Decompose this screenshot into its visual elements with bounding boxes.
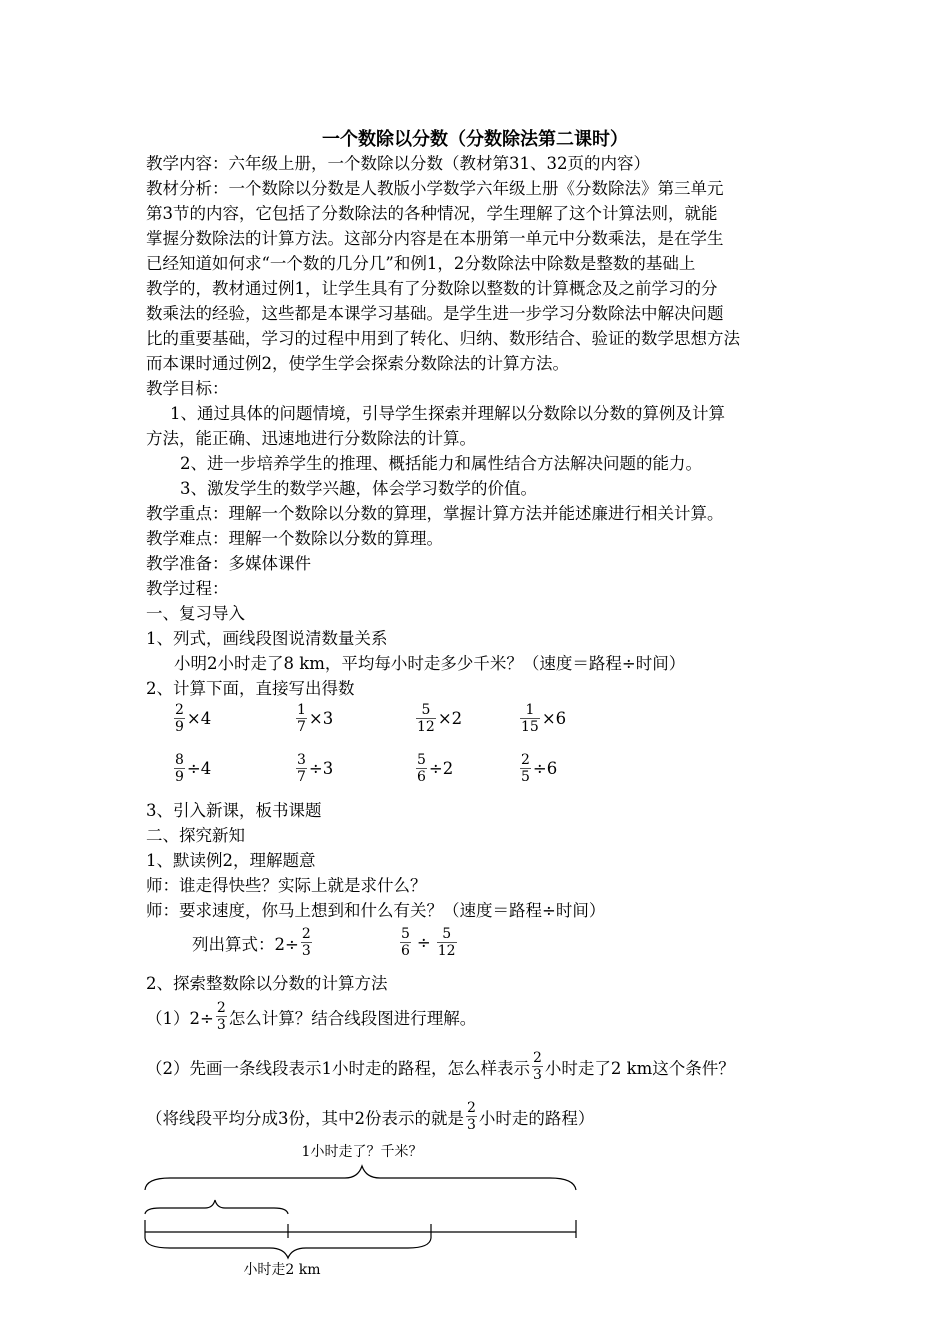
analysis-line: 第3节的内容，它包括了分数除法的各种情况，学生理解了这个计算法则，就能	[146, 204, 718, 223]
difficulty: 教学难点：理解一个数除以分数的算理。	[146, 529, 443, 548]
analysis-line: 教材分析：一个数除以分数是人教版小学数学六年级上册《分数除法》第三单元	[146, 179, 724, 198]
formula-line: 列出算式：2÷ $\frac{2}{3}$	[192, 926, 311, 959]
preparation: 教学准备：多媒体课件	[146, 554, 311, 573]
process-heading: 教学过程：	[146, 579, 229, 598]
goal-item: 方法，能正确、迅速地进行分数除法的计算。	[146, 429, 476, 448]
step-heading: 1、默读例2，理解题意	[146, 851, 316, 870]
exercise-item: $\frac{3}{7}$ ÷3	[297, 752, 334, 785]
step-heading: 2、计算下面，直接写出得数	[146, 679, 355, 698]
part-brace	[145, 1200, 288, 1214]
analysis-line: 掌握分数除法的计算方法。这部分内容是在本册第一单元中分数乘法，是在学生	[146, 229, 724, 248]
analysis-line: 比的重要基础，学习的过程中用到了转化、归纳、数形结合、验证的数学思想方法	[146, 329, 740, 348]
analysis-line: 而本课时通过例2，使学生学会探索分数除法的计算方法。	[146, 354, 569, 373]
analysis-line: 已经知道如何求“一个数的几分几”和例1，2分数除法中除数是整数的基础上	[146, 254, 696, 273]
exercise-item: $\frac{2}{5}$ ÷6	[521, 752, 558, 785]
exercise-item: $\frac{8}{9}$ ÷4	[175, 752, 212, 785]
step-heading: 3、引入新课，板书课题	[146, 801, 322, 820]
key-point: 教学重点：理解一个数除以分数的算理，掌握计算方法并能述廉进行相关计算。	[146, 504, 724, 523]
step-heading: 1、列式，画线段图说清数量关系	[146, 629, 388, 648]
whole-brace	[145, 1166, 576, 1190]
diagram-bottom-label: 小时走2 km	[243, 1262, 321, 1278]
exercise-item: $\frac{5}{12}$ ×2	[417, 702, 463, 735]
problem-text: 小明2小时走了8 km，平均每小时走多少千米？（速度＝路程÷时间）	[174, 654, 686, 673]
goal-item: 1、通过具体的问题情境，引导学生探索并理解以分数除以分数的算例及计算	[170, 404, 725, 423]
two-parts-brace	[145, 1238, 431, 1258]
goals-heading: 教学目标：	[146, 379, 229, 398]
goal-item: 3、激发学生的数学兴趣，体会学习数学的价值。	[180, 479, 537, 498]
formula-line: $\frac{5}{6}$ ÷ $\frac{5}{12}$	[401, 926, 456, 959]
section-heading: 一、复习导入	[146, 604, 245, 623]
question-line: （将线段平均分成3份，其中2份表示的就是 $\frac{2}{3}$ 小时走的路程）	[146, 1100, 595, 1133]
analysis-line: 教学的，教材通过例1，让学生具有了分数除以整数的计算概念及之前学习的分	[146, 279, 718, 298]
step-heading: 2、探索整数除以分数的计算方法	[146, 974, 388, 993]
diagram-top-label: 1小时走了？千米？	[301, 1144, 423, 1160]
goal-item: 2、进一步培养学生的推理、概括能力和属性结合方法解决问题的能力。	[180, 454, 702, 473]
exercise-item: $\frac{1}{7}$ ×3	[297, 702, 334, 735]
segment-diagram	[0, 1130, 950, 1290]
page-title: 一个数除以分数（分数除法第二课时）	[322, 129, 628, 150]
exercise-item: $\frac{1}{15}$ ×6	[521, 702, 567, 735]
analysis-line: 数乘法的经验，这些都是本课学习基础。是学生进一步学习分数除法中解决问题	[146, 304, 724, 323]
teacher-question: 师：要求速度，你马上想到和什么有关？（速度＝路程÷时间）	[146, 901, 606, 920]
exercise-item: $\frac{5}{6}$ ÷2	[417, 752, 454, 785]
exercise-item: $\frac{2}{9}$ ×4	[175, 702, 212, 735]
teacher-question: 师：谁走得快些？实际上就是求什么？	[146, 876, 427, 895]
question-line: （1）2÷ $\frac{2}{3}$ 怎么计算？结合线段图进行理解。	[146, 1000, 477, 1033]
content-line: 教学内容：六年级上册，一个数除以分数（教材第31、32页的内容）	[146, 154, 650, 173]
question-line: （2）先画一条线段表示1小时走的路程，怎么样表示 $\frac{2}{3}$ 小时走了2 km这个条件？	[146, 1050, 735, 1083]
section-heading: 二、探究新知	[146, 826, 245, 845]
